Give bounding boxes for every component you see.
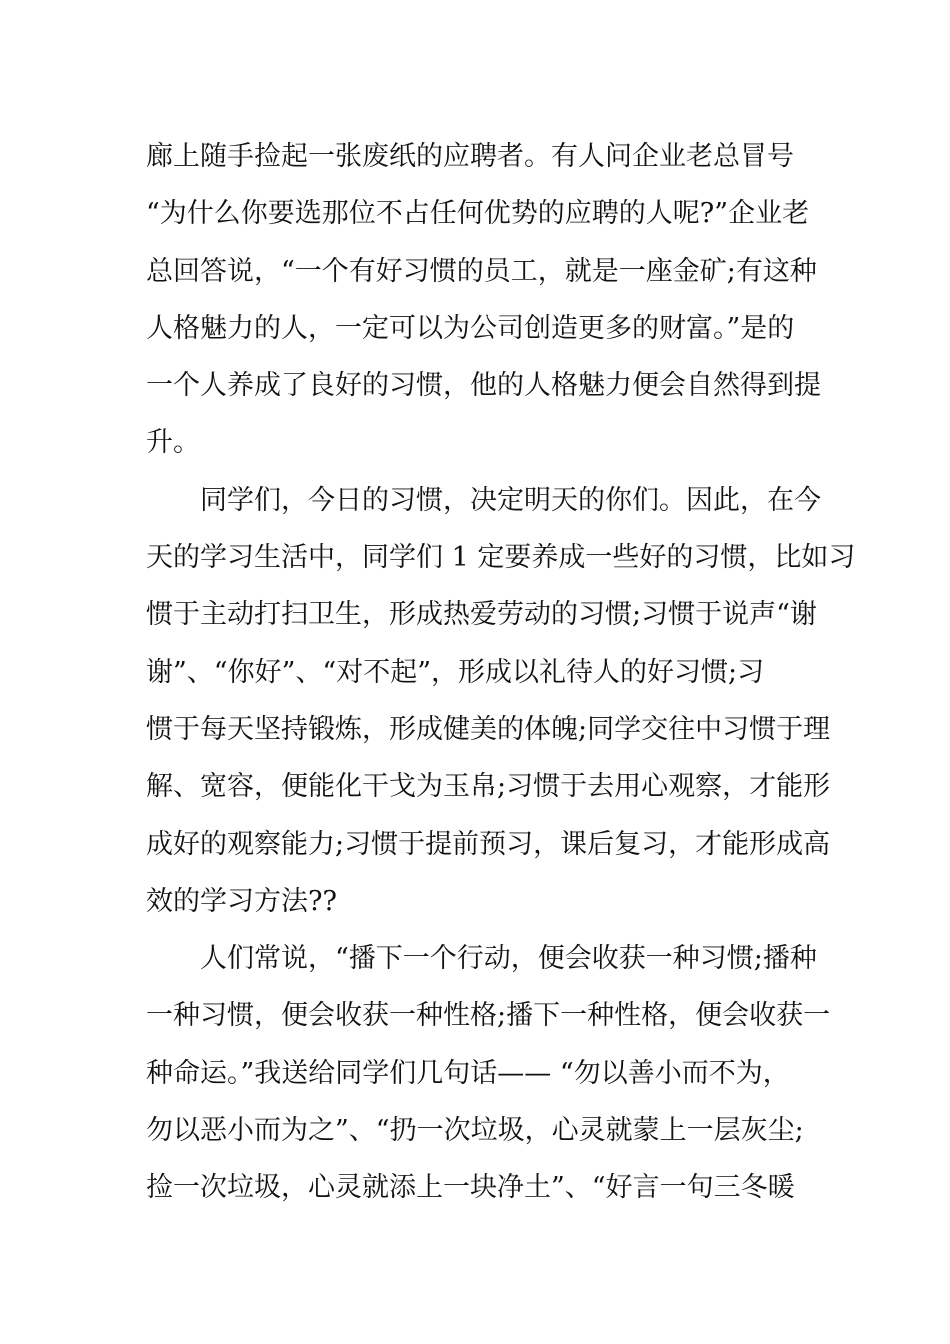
text-line: 人格魅力的人，一定可以为公司创造更多的财富。”是的 xyxy=(146,312,795,344)
text-line: 人们常说，“播下一个行动，便会收获一种习惯;播种 xyxy=(200,943,817,975)
text-line: 捡一次垃圾，心灵就添上一块净土”、“好言一句三冬暖 xyxy=(146,1172,795,1204)
paragraph-1 xyxy=(146,128,821,472)
text-line: 惯于每天坚持锻炼，形成健美的体魄;同学交往中习惯于理 xyxy=(146,713,831,745)
text-line: 效的学习方法?? xyxy=(146,885,337,917)
paragraph-3 xyxy=(146,930,831,1216)
text-line: 廊上随手捡起一张废纸的应聘者。有人问企业老总冒号 xyxy=(146,141,794,172)
text-line: 天的学习生活中，同学们 1 定要养成一些好的习惯，比如习 xyxy=(146,542,856,574)
text-line: 总回答说，“一个有好习惯的员工，就是一座金矿;有这种 xyxy=(146,255,817,287)
text-line: 一种习惯，便会收获一种性格;播下一种性格，便会收获一 xyxy=(146,1000,831,1032)
text-line: 同学们，今日的习惯，决定明天的你们。因此，在今 xyxy=(200,484,821,516)
text-line: 升。 xyxy=(146,427,200,459)
text-line: “为什么你要选那位不占任何优势的应聘的人呢?”企业老 xyxy=(146,198,810,230)
text-line: 谢”、“你好”、“对不起”，形成以礼待人的好习惯;习 xyxy=(146,656,765,688)
document-body xyxy=(146,128,856,1217)
text-line: 解、宽容，便能化干戈为玉帛;习惯于去用心观察，才能形 xyxy=(146,771,831,803)
text-line: 一个人养成了良好的习惯，他的人格魅力便会自然得到提 xyxy=(146,370,821,402)
text-line: 勿以恶小而为之”、“扔一次垃圾，心灵就蒙上一层灰尘; xyxy=(146,1115,804,1147)
paragraph-2 xyxy=(146,472,856,930)
text-line: 惯于主动打扫卫生，形成热爱劳动的习惯;习惯于说声“谢 xyxy=(146,599,817,631)
text-line: 成好的观察能力;习惯于提前预习，课后复习，才能形成高 xyxy=(146,828,831,860)
text-line: 种命运。”我送给同学们几句话—— “勿以善小而不为， xyxy=(146,1057,790,1089)
